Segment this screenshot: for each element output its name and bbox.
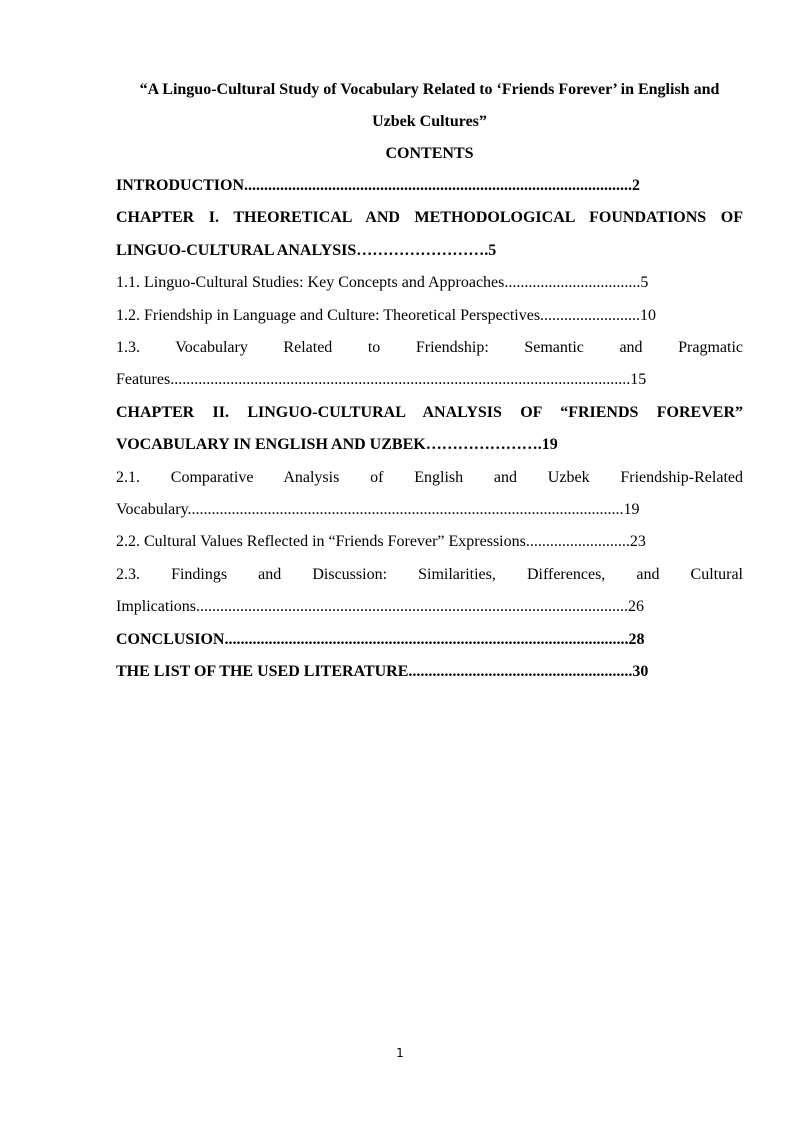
toc-entry-1-1: 1.1. Linguo-Cultural Studies: Key Concepts and Approaches..................................5 <box>116 274 649 292</box>
toc-entry-chapter-1: CHAPTER I. THEORETICAL AND METHODOLOGICAL FOUNDATIONS OF LINGUO-CULTURAL ANALYSIS…………………….5 <box>116 209 743 259</box>
page-number: 1 <box>396 1046 404 1060</box>
toc-entry-conclusion: CONCLUSION.....................................................................................................28 <box>116 630 645 648</box>
document-page <box>116 74 743 689</box>
toc-entry-2-3: 2.3. Findings and Discussion: Similarities, Differences, and Cultural Implications............................................................................................................26 <box>116 565 743 616</box>
toc-entry-introduction: INTRODUCTION.................................................................................................2 <box>116 177 641 194</box>
toc-entry-1-2: 1.2. Friendship in Language and Culture: Theoretical Perspectives.........................10 <box>116 306 657 324</box>
toc-entry-2-2: 2.2. Cultural Values Reflected in “Friends Forever” Expressions..........................23 <box>116 533 646 551</box>
toc-entry-1-3: 1.3. Vocabulary Related to Friendship: Semantic and Pragmatic Features...................................................................................................................15 <box>116 339 743 389</box>
toc-entry-literature: THE LIST OF THE USED LITERATURE........................................................30 <box>116 663 649 681</box>
toc-entry-2-1: 2.1. Comparative Analysis of English and Uzbek Friendship-Related Vocabulary.............................................................................................................19 <box>116 468 743 519</box>
toc-entry-chapter-2: CHAPTER II. LINGUO-CULTURAL ANALYSIS OF “FRIENDS FOREVER” VOCABULARY IN ENGLISH AND UZBEK………………….19 <box>116 403 743 454</box>
document-title: “A Linguo-Cultural Study of Vocabulary Related to ‘Friends Forever’ in English and Uzbek Cultures” <box>139 81 720 130</box>
contents-heading: CONTENTS <box>385 145 474 162</box>
